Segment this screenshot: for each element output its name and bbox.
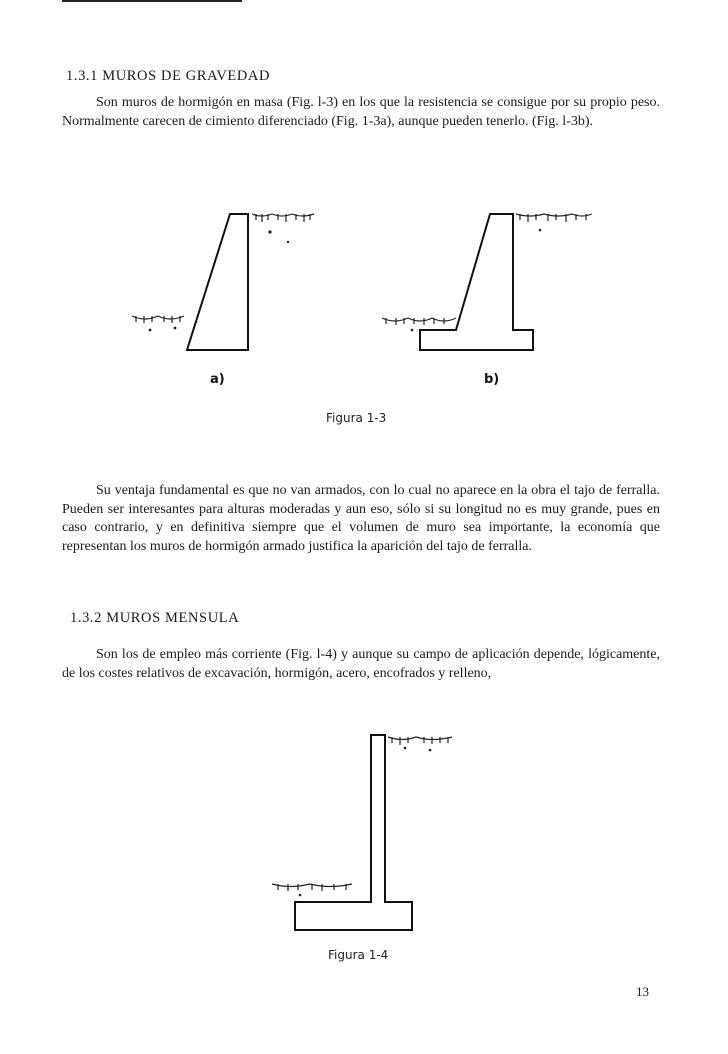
paragraph-gravedad-intro: Son muros de hormigón en masa (Fig. l-3) en los que la resistencia se consigue por su propio peso. Normalmente carecen de cimiento diferenciado (Fig. 1-3a), aunque pueden tenerlo. (Fig. l-3b). [62, 95, 660, 129]
figure-1-4-caption: Figura 1-4 [328, 948, 389, 962]
gravity-wall-b [420, 214, 533, 350]
figure-1-4 [0, 725, 728, 935]
section-heading-gravedad: 1.3.1 MUROS DE GRAVEDAD [66, 68, 271, 84]
section-heading-mensula: 1.3.2 MUROS MENSULA [70, 610, 240, 626]
cantilever-wall [295, 735, 412, 930]
paragraph-gravedad-ventaja: Su ventaja fundamental es que no van armados, con lo cual no aparece en la obra el tajo de ferralla. Pueden ser interesantes para alturas moderadas y aun eso, sólo si su longitud no es muy grande, pues en caso contrario, y en definitiva siempre que el volumen de muro sea importante, la economía que representan los muros de hormigón armado justifica la aparición del tajo de ferralla. [62, 483, 660, 554]
figure-label-b: b) [484, 372, 500, 387]
soil-pebbles [299, 747, 432, 897]
soil-pebbles [149, 229, 542, 332]
figure-1-3-caption: Figura 1-3 [326, 411, 387, 425]
page-number: 13 [636, 984, 649, 999]
paragraph-mensula-intro: Son los de empleo más corriente (Fig. l-4) y aunque su campo de aplicación depende, lógicamente, de los costes relativos de excavación, hormigón, acero, encofrados y relleno, [62, 647, 660, 681]
top-rule [62, 0, 242, 2]
gravity-wall-a [187, 214, 248, 350]
figure-1-3 [0, 200, 728, 400]
figure-label-a: a) [210, 372, 225, 387]
ground-hatch [272, 737, 452, 891]
